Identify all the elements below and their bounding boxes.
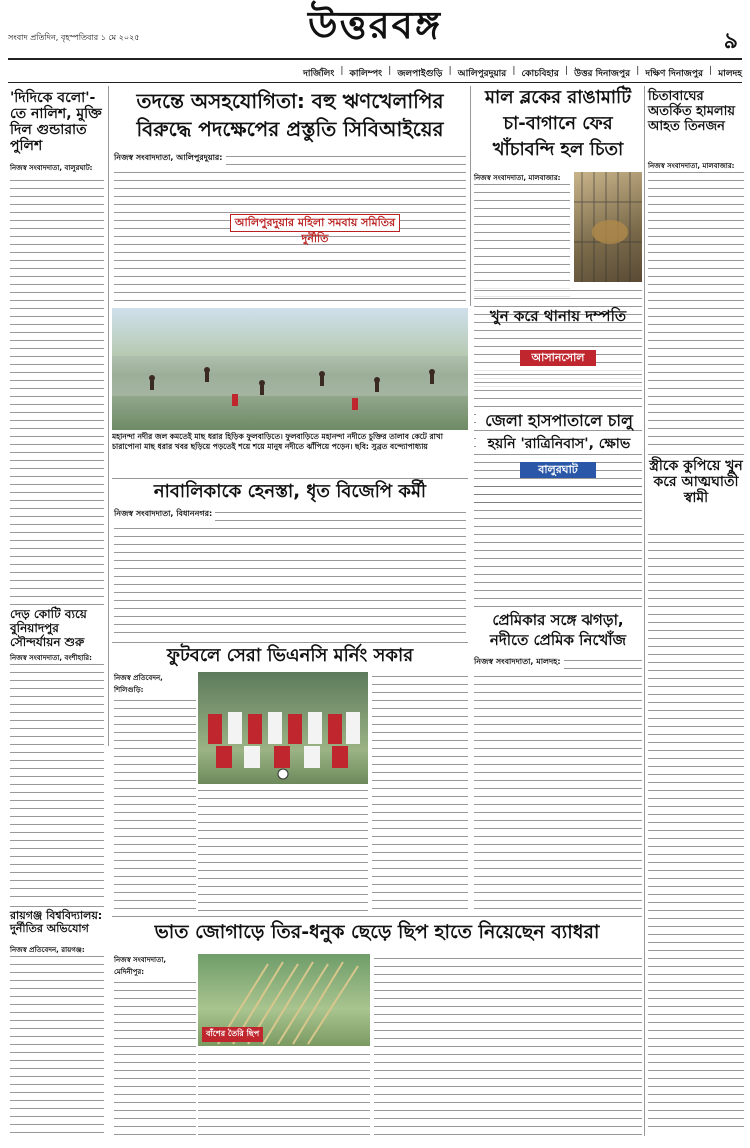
fishing-rods-photo — [198, 954, 370, 1046]
leopard-headline-line3: খাঁচাবন্দি হল চিতা — [492, 139, 624, 160]
bjp-body — [114, 508, 466, 638]
hospital-headline-line1: জেলা হাসপাতালে চালু — [476, 412, 642, 430]
section-rule — [10, 604, 104, 605]
lead-byline: নিজস্ব সংবাদদাতা, আলিপুরদুয়ার: — [114, 152, 226, 165]
right-top-headline: চিতাবাঘের অতর্কিত হামলায় আহত তিনজন — [648, 89, 736, 134]
arrows-body-2 — [198, 1050, 370, 1140]
arrows-headline: ভাত জোগাড়ে তির-ধনুক ছেড়ে ছিপ হাতে নিয়েছেন ব্যাধরা — [154, 921, 600, 943]
football-team-graphic — [198, 672, 368, 784]
murder-location-tag: আসানসোল — [520, 350, 596, 366]
river-photo-caption: মহানন্দা নদীর জল কমতেই মাছ ধরার হিড়িক ফুলবাড়িতে। ফুলবাড়িতে মহানন্দা নদীতে চুক্তির তালাব কেটে রাখা চারাপোনা মাছ ধরার খবর ছড়িয়ে পড়তেই শয়ে শয়ে মানুষ নদীতে ঝাঁপিয়ে পড়েন। ছবি: সুব্রত বন্দ্যোপাধ্যায় — [112, 432, 468, 476]
hospital-headline-line2: হয়নি 'রাত্রিনিবাস', ক্ষোভ — [476, 436, 642, 452]
column-rule — [108, 86, 109, 746]
district-item: জলপাইগুড়ি — [397, 69, 443, 79]
leopard-headline-line2: চা-বাগানে ফের — [503, 113, 613, 134]
district-item: দার্জিলিং — [303, 69, 335, 79]
district-item: কোচবিহার — [521, 69, 559, 79]
beautify-headline: দেড় কোটি ব্যয়ে বুনিয়াদপুর সৌন্দর্যায়ন শুরু — [10, 607, 87, 649]
column-rule — [644, 86, 645, 1136]
murder-headline: খুন করে থানায় দম্পতি — [489, 307, 627, 325]
university-body — [10, 944, 104, 1140]
district-item: আলিপুরদুয়ার — [457, 69, 507, 79]
lead-tag: আলিপুরদুয়ার মহিলা সমবায় সমিতির দুর্নীতি — [230, 214, 400, 232]
section-rule — [112, 478, 468, 479]
right-top-body — [648, 160, 744, 450]
football-headline: ফুটবলে সেরা ভিএনসি মর্নিং সকার — [166, 645, 414, 666]
river-scene-graphic — [112, 308, 468, 430]
hospital-location-tag: বালুরঘাট — [520, 462, 596, 478]
lead-headline-line1: তদন্তে অসহযোগিতা: বহু ঋণখেলাপির — [136, 89, 444, 113]
district-item: কালিম্পং — [349, 69, 383, 79]
district-rule — [8, 82, 742, 83]
district-item: উত্তর দিনাজপুর — [574, 69, 631, 79]
fishing-rods-photo-label: বাঁশের তৈরি ছিপ — [202, 1027, 263, 1042]
left-top-headline: 'দিদিকে বলো'-তে নালিশ, মুক্তি দিল গুন্ডারাত পুলিশ — [10, 90, 102, 155]
section-rule — [112, 916, 642, 917]
football-body-2 — [198, 786, 368, 912]
arrows-body-3 — [374, 954, 642, 1140]
bjp-byline: নিজস্ব সংবাদদাতা, বিধাননগর: — [114, 508, 215, 521]
lead-headline-line2: বিরুদ্ধে পদক্ষেপের প্রস্তুতি সিবিআইয়ের — [136, 117, 444, 141]
masthead-rule — [8, 58, 742, 60]
football-body — [114, 672, 196, 912]
page-number: ৯ — [723, 29, 738, 54]
beautify-body — [10, 652, 104, 902]
left-top-byline: নিজস্ব সংবাদদাতা, বালুরঘাট: — [10, 162, 104, 174]
suicide-headline-line1: প্রেমিকার সঙ্গে ঝগড়া, — [492, 611, 624, 629]
left-top-body — [10, 160, 104, 600]
column-rule — [470, 86, 471, 306]
leopard-headline-line1: মাল ব্লকের রাঙামাটি — [484, 87, 632, 108]
district-strip: দার্জিলিং | কালিম্পং | জলপাইগুড়ি | আলিপুরদুয়ার | কোচবিহার | উত্তর দিনাজপুর | দক্ষিণ দিনাজপুর | মালদহ — [303, 66, 742, 79]
section-rule — [648, 454, 744, 455]
right-top-byline: নিজস্ব সংবাদদাতা, মালবাজার: — [648, 160, 744, 172]
river-fishing-photo — [112, 308, 468, 430]
hospital-body — [474, 482, 642, 602]
section-rule — [474, 606, 642, 607]
university-byline: নিজস্ব প্রতিবেদন, রায়গঞ্জ: — [10, 944, 104, 956]
football-team-photo — [198, 672, 368, 784]
university-headline: রায়গঞ্জ বিশ্ববিদ্যালয়: দুর্নীতির অভিযোগ — [10, 909, 103, 935]
section-rule — [10, 906, 104, 907]
masthead — [0, 0, 750, 58]
district-item: দক্ষিণ দিনাজপুর — [645, 69, 703, 79]
arrows-byline: নিজস্ব সংবাদদাতা, মেদিনীপুর: — [114, 954, 196, 978]
football-byline: নিজস্ব প্রতিবেদন, শিলিগুড়ি: — [114, 672, 196, 696]
cage-bars-graphic — [574, 172, 642, 282]
dateline: সংবাদ প্রতিদিন, বৃহস্পতিবার ১ মে ২০২৫ — [8, 33, 140, 42]
bjp-headline: নাবালিকাকে হেনস্তা, ধৃত বিজেপি কর্মী — [153, 481, 427, 502]
district-item: মালদহ — [718, 69, 742, 79]
suicide-headline-line2: নদীতে প্রেমিক নিখোঁজ — [489, 631, 627, 649]
beautify-byline: নিজস্ব সংবাদদাতা, বংশীহারি: — [10, 652, 104, 664]
leopard-cage-photo — [574, 172, 642, 282]
arrows-body — [114, 954, 196, 1140]
wife-headline: স্ত্রীকে কুপিয়ে খুন করে আত্মঘাতী স্বামী — [649, 458, 743, 507]
wife-body — [648, 530, 744, 1130]
suicide-byline: নিজস্ব সংবাদদাতা, মালদহ: — [474, 656, 564, 669]
masthead-title: উত্তরবঙ্গ — [307, 2, 443, 47]
section-rule — [112, 642, 468, 643]
leopard-body — [474, 172, 570, 302]
suicide-body — [474, 656, 642, 912]
football-body-3 — [372, 672, 468, 912]
leopard-byline: নিজস্ব সংবাদদাতা, মালবাজার: — [474, 172, 570, 184]
